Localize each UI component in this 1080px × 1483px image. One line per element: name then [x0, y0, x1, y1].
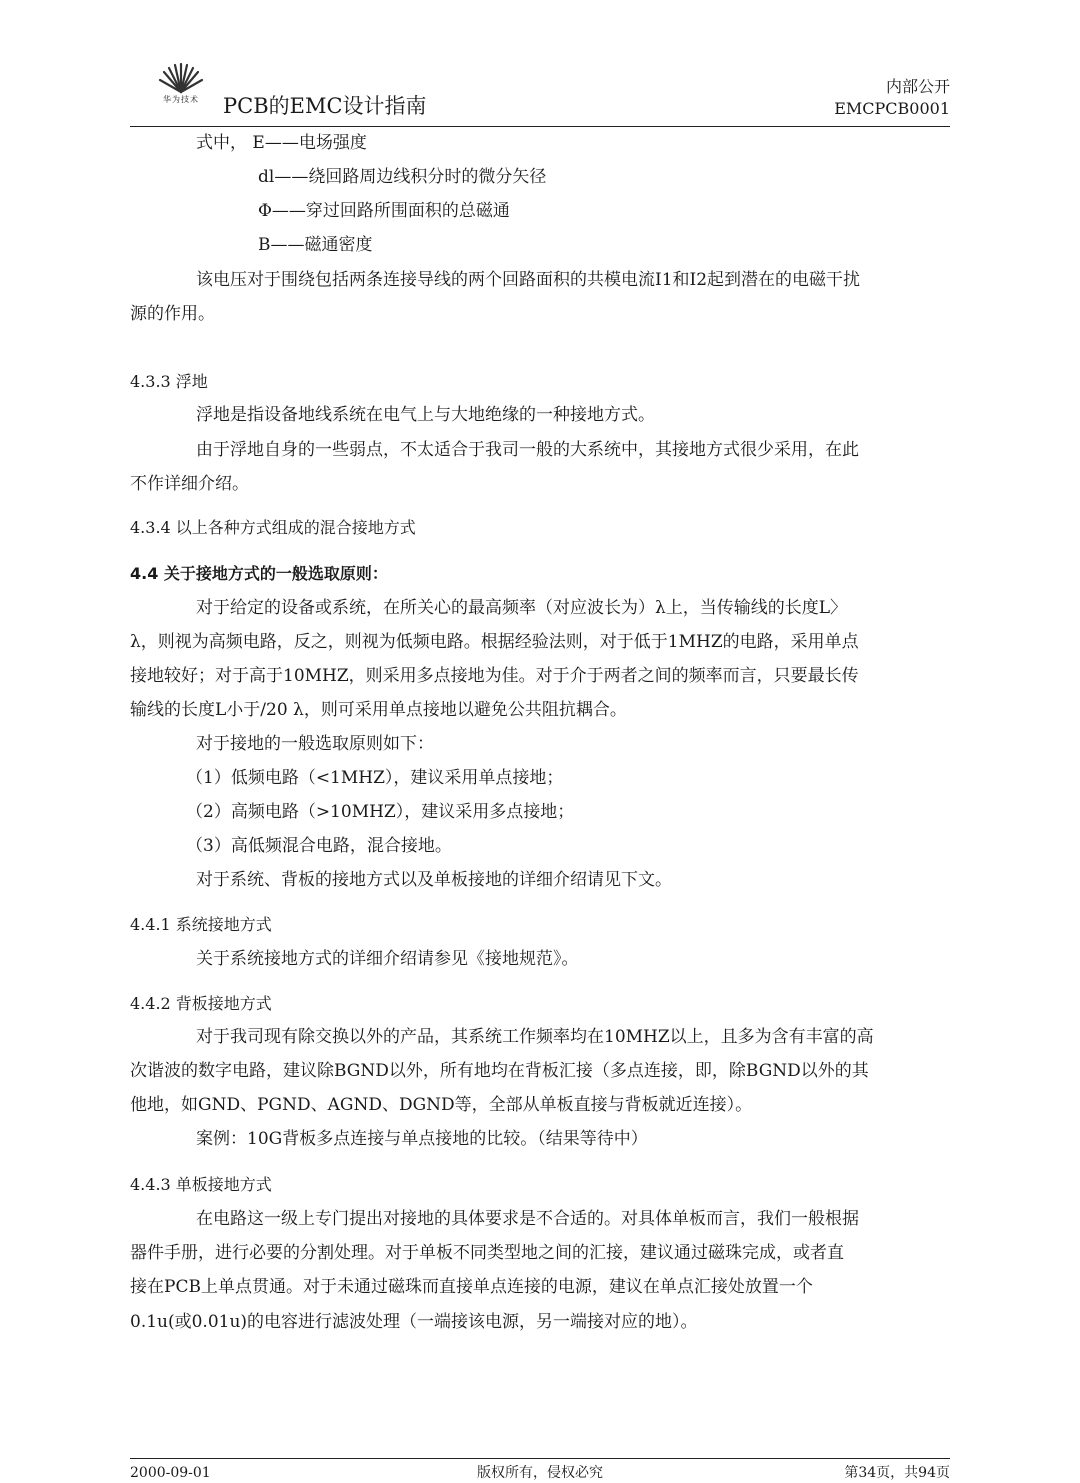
footer-rule: [130, 1458, 950, 1459]
section-heading-4-4-1: 4.4.1 系统接地方式: [130, 915, 272, 934]
text-line: λ，则视为高频电路，反之，则视为低频电路。根据经验法则，对于低于1MHZ的电路，采用单点: [130, 632, 859, 652]
section-heading-4-4: 4.4 关于接地方式的一般选取原则：: [130, 564, 388, 583]
text-line: 接在PCB上单点贯通。对于未通过磁珠而直接单点连接的电源，建议在单点汇接处放置一个: [130, 1277, 813, 1297]
text-line: 0.1u(或0.01u)的电容进行滤波处理（一端接该电源，另一端接对应的地）。: [130, 1312, 698, 1332]
text-line: 不作详细介绍。: [130, 474, 249, 494]
document-code: EMCPCB0001: [834, 99, 950, 118]
header-meta: [834, 76, 950, 120]
text-line: 源的作用。: [130, 304, 215, 324]
list-item: （2）高频电路（>10MHZ），建议采用多点接地；: [186, 802, 575, 822]
section-heading-4-3-4: 4.3.4 以上各种方式组成的混合接地方式: [130, 518, 416, 537]
logo-fan-icon: [152, 62, 210, 96]
section-heading-4-4-3: 4.4.3 单板接地方式: [130, 1175, 272, 1194]
text-line: 对于系统、背板的接地方式以及单板接地的详细介绍请见下文。: [196, 870, 672, 890]
text-line: 他地，如GND、PGND、AGND、DGND等，全部从单板直接与背板就近连接）。: [130, 1095, 753, 1115]
text-line: B——磁通密度: [258, 235, 373, 255]
text-line: 次谐波的数字电路，建议除BGND以外，所有地均在背板汇接（多点连接，即，除BGND以外的其: [130, 1061, 869, 1081]
text-line: dl——绕回路周边线积分时的微分矢径: [258, 167, 547, 187]
text-line: 关于系统接地方式的详细介绍请参见《接地规范》。: [196, 949, 579, 969]
text-line: Φ——穿过回路所围面积的总磁通: [258, 201, 510, 221]
list-item: （3）高低频混合电路，混合接地。: [186, 836, 452, 856]
section-heading-4-4-2: 4.4.2 背板接地方式: [130, 994, 272, 1013]
text-line: 输线的长度L小于/20 λ，则可采用单点接地以避免公共阻抗耦合。: [130, 700, 627, 720]
text-line: 对于我司现有除交换以外的产品，其系统工作频率均在10MHZ以上，且多为含有丰富的高: [196, 1027, 874, 1047]
footer-page-number: 第34页，共94页: [844, 1465, 950, 1481]
text-line: 在电路这一级上专门提出对接地的具体要求是不合适的。对具体单板而言，我们一般根据: [196, 1209, 859, 1229]
text-line: 该电压对于围绕包括两条连接导线的两个回路面积的共模电流I1和I2起到潜在的电磁干扰: [196, 270, 861, 290]
document-title: PCB的EMC设计指南: [223, 94, 427, 118]
text-line: 对于给定的设备或系统，在所关心的最高频率（对应波长为）λ上，当传输线的长度L〉: [196, 598, 848, 618]
text-line: 对于接地的一般选取原则如下：: [196, 734, 434, 754]
text-line: 浮地是指设备地线系统在电气上与大地绝缘的一种接地方式。: [196, 405, 655, 425]
footer-copyright: 版权所有，侵权必究: [477, 1465, 603, 1481]
list-item: （1）低频电路（<1MHZ），建议采用单点接地；: [186, 768, 564, 788]
text-line: 式中， E——电场强度: [196, 133, 367, 153]
classification-label: 内部公开: [885, 77, 950, 96]
page-header: [130, 62, 950, 127]
text-line: 案例：10G背板多点连接与单点接地的比较。（结果等待中）: [196, 1129, 648, 1149]
text-line: 接地较好；对于高于10MHZ，则采用多点接地为佳。对于介于两者之间的频率而言，只要最长传: [130, 666, 859, 686]
section-heading-4-3-3: 4.3.3 浮地: [130, 372, 208, 391]
page-footer: [130, 1463, 950, 1483]
footer-date: 2000-09-01: [130, 1465, 211, 1481]
text-line: 器件手册，进行必要的分割处理。对于单板不同类型地之间的汇接，建议通过磁珠完成，或者直: [130, 1243, 844, 1263]
logo-caption: 华为技术: [163, 95, 199, 104]
huawei-logo: [152, 62, 210, 114]
text-line: 由于浮地自身的一些弱点，不太适合于我司一般的大系统中，其接地方式很少采用，在此: [196, 440, 859, 460]
